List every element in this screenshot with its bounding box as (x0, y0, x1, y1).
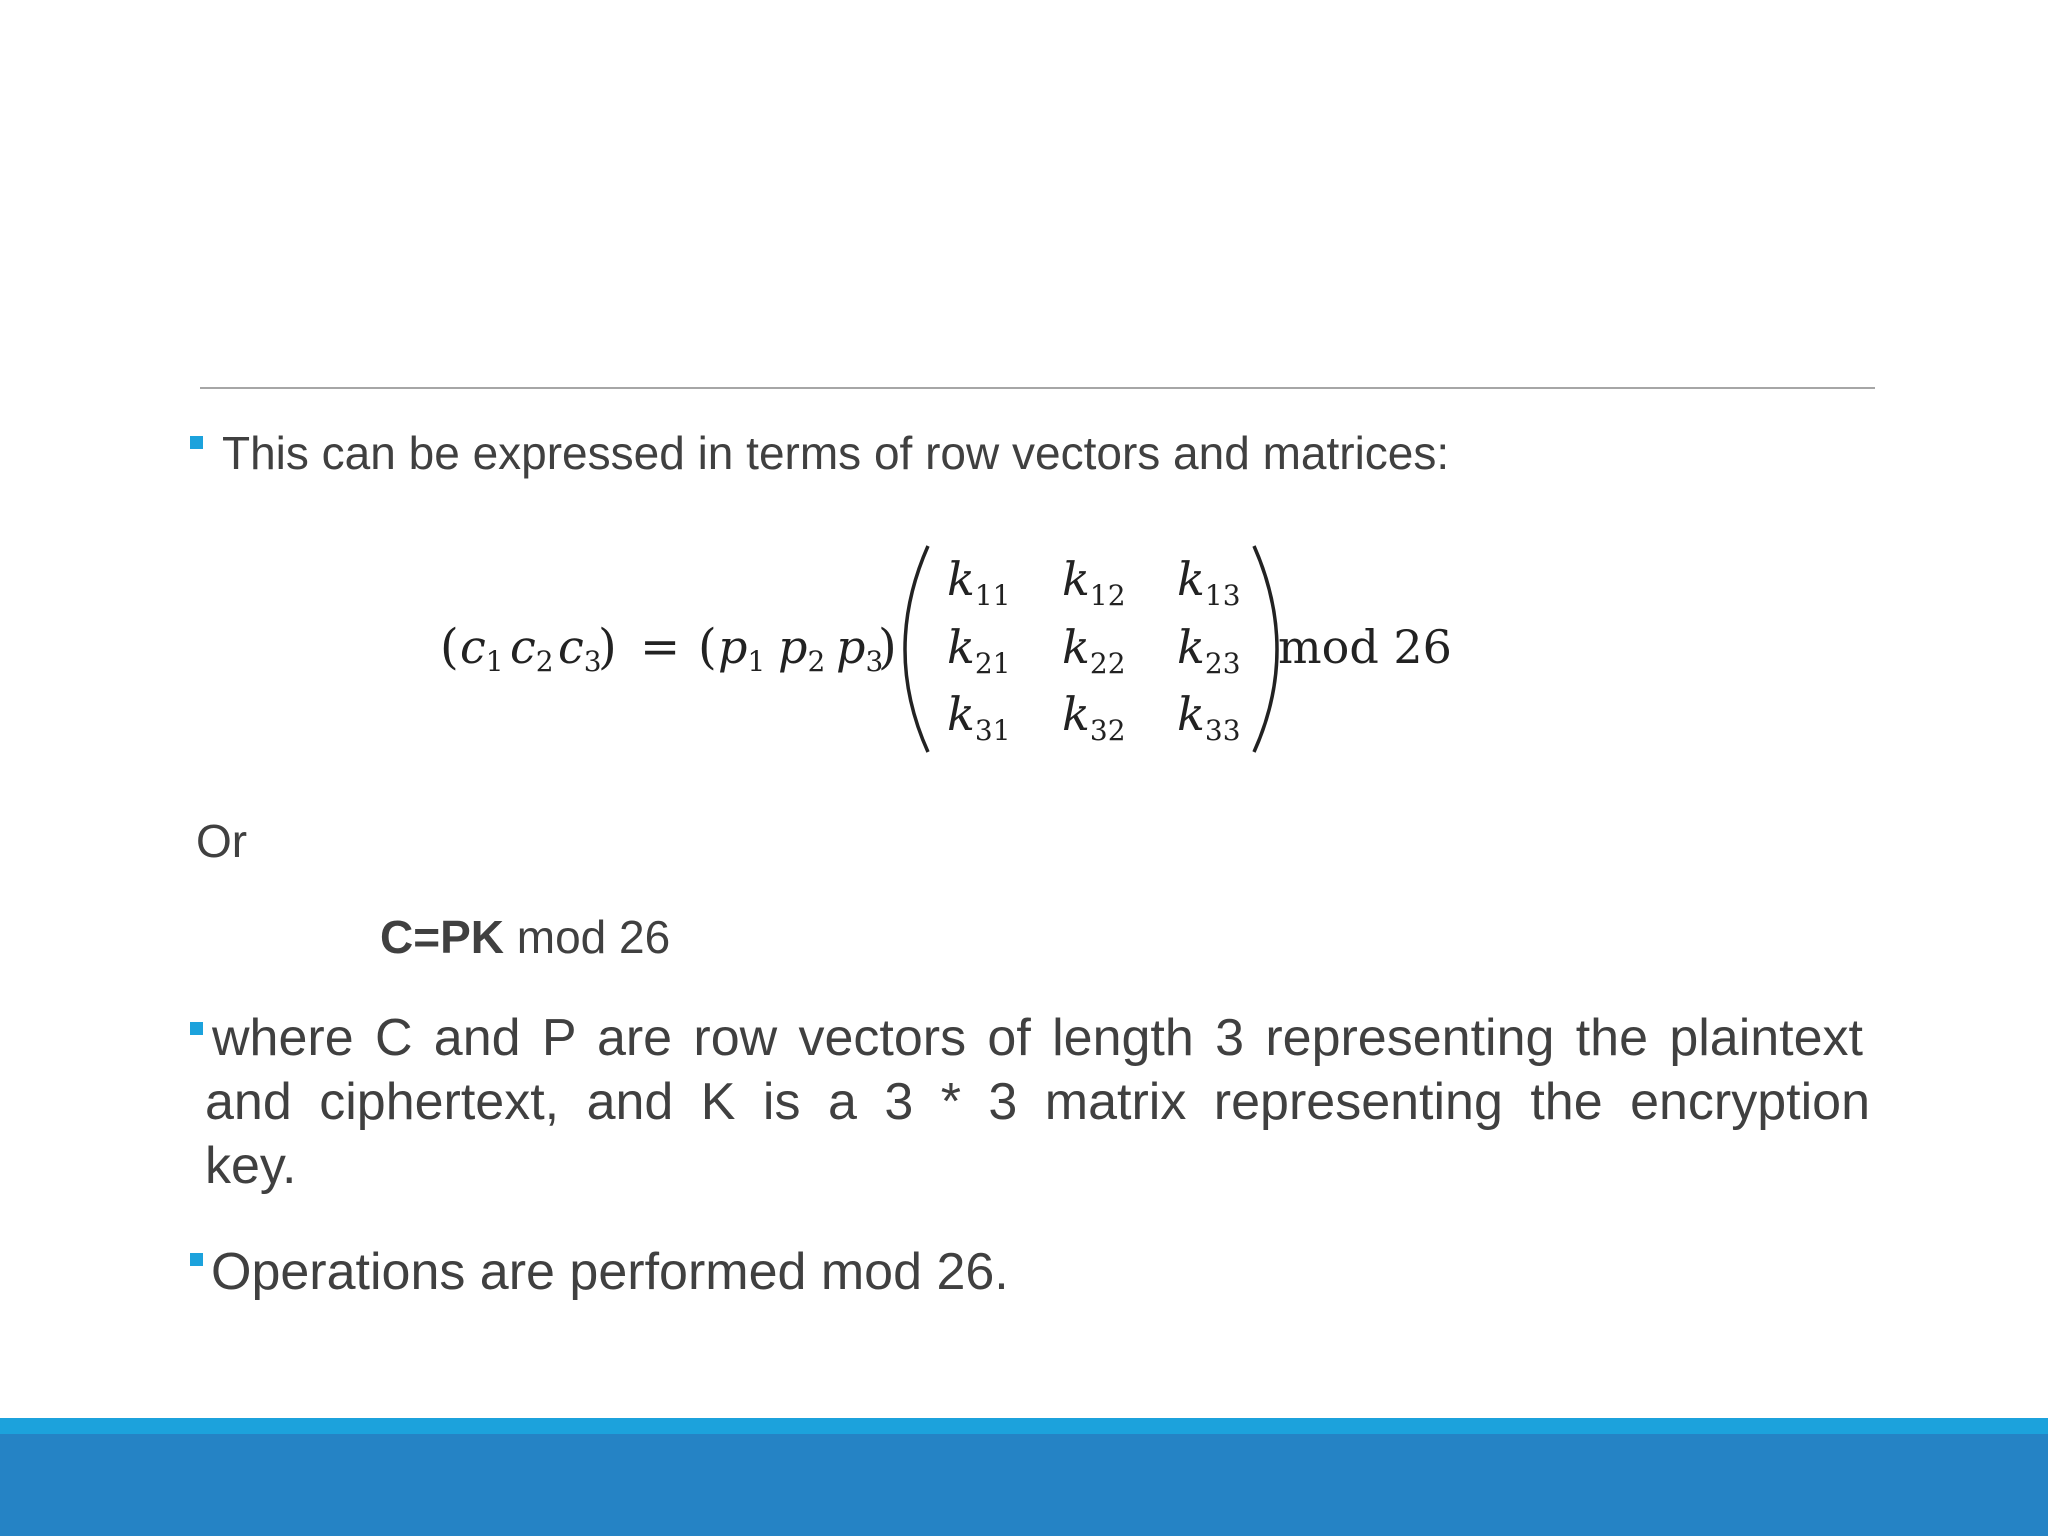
matrix-entry: $k_{13}$ (1177, 552, 1241, 612)
matrix-formula (430, 540, 1460, 760)
formula-c1: c1 (460, 620, 504, 678)
matrix-entry: $k_{22}$ (1062, 620, 1126, 680)
bullet-marker (190, 1022, 203, 1035)
short-formula-bold: C=PK (380, 911, 504, 963)
formula-open-paren-c: ( (440, 619, 459, 675)
formula-close-paren-c: ) (598, 619, 617, 675)
matrix-entry: $k_{11}$ (947, 552, 1011, 612)
formula-p3: p3 (836, 620, 884, 678)
formula-c3: c3 (558, 620, 602, 678)
matrix-right-paren (1254, 546, 1277, 752)
matrix-entry: $k_{33}$ (1177, 687, 1241, 747)
footer-band (0, 1434, 2048, 1536)
bullet-operations-text: Operations are performed mod 26. (211, 1243, 1009, 1301)
title-divider (200, 387, 1875, 389)
matrix-entry: $k_{12}$ (1062, 552, 1126, 612)
matrix-entry: $k_{23}$ (1177, 620, 1241, 680)
matrix-entry: $k_{31}$ (947, 687, 1011, 747)
matrix-entry: $k_{21}$ (947, 620, 1011, 680)
bullet-explanation-line: where C and P are row vectors of length 3 representing the plaintext (212, 1009, 1863, 1067)
k-matrix (947, 552, 1241, 747)
matrix-left-paren (905, 546, 928, 752)
formula-modulus: mod 26 (1278, 620, 1452, 674)
bullet-marker (190, 1253, 203, 1266)
bullet-marker (190, 436, 203, 449)
formula-p2: p2 (778, 620, 826, 678)
short-formula (380, 908, 670, 966)
bullet-explanation-line: and ciphertext, and K is a 3 * 3 matrix representing the encryption (205, 1073, 1870, 1131)
matrix-entry: $k_{32}$ (1062, 687, 1126, 747)
bullet-explanation-text (205, 1006, 1870, 1198)
formula-equals: = (640, 619, 681, 675)
formula-close-paren-p: ) (878, 619, 897, 675)
formula-open-paren-p: ( (698, 619, 717, 675)
bullet-explanation-line: key. (205, 1137, 297, 1195)
short-formula-rest: mod 26 (503, 911, 671, 963)
footer-accent-band (0, 1418, 2048, 1434)
formula-c2: c2 (510, 620, 554, 678)
formula-p1: p1 (718, 620, 766, 678)
or-label: Or (196, 815, 248, 867)
bullet-intro-text: This can be expressed in terms of row vectors and matrices: (222, 427, 1450, 479)
